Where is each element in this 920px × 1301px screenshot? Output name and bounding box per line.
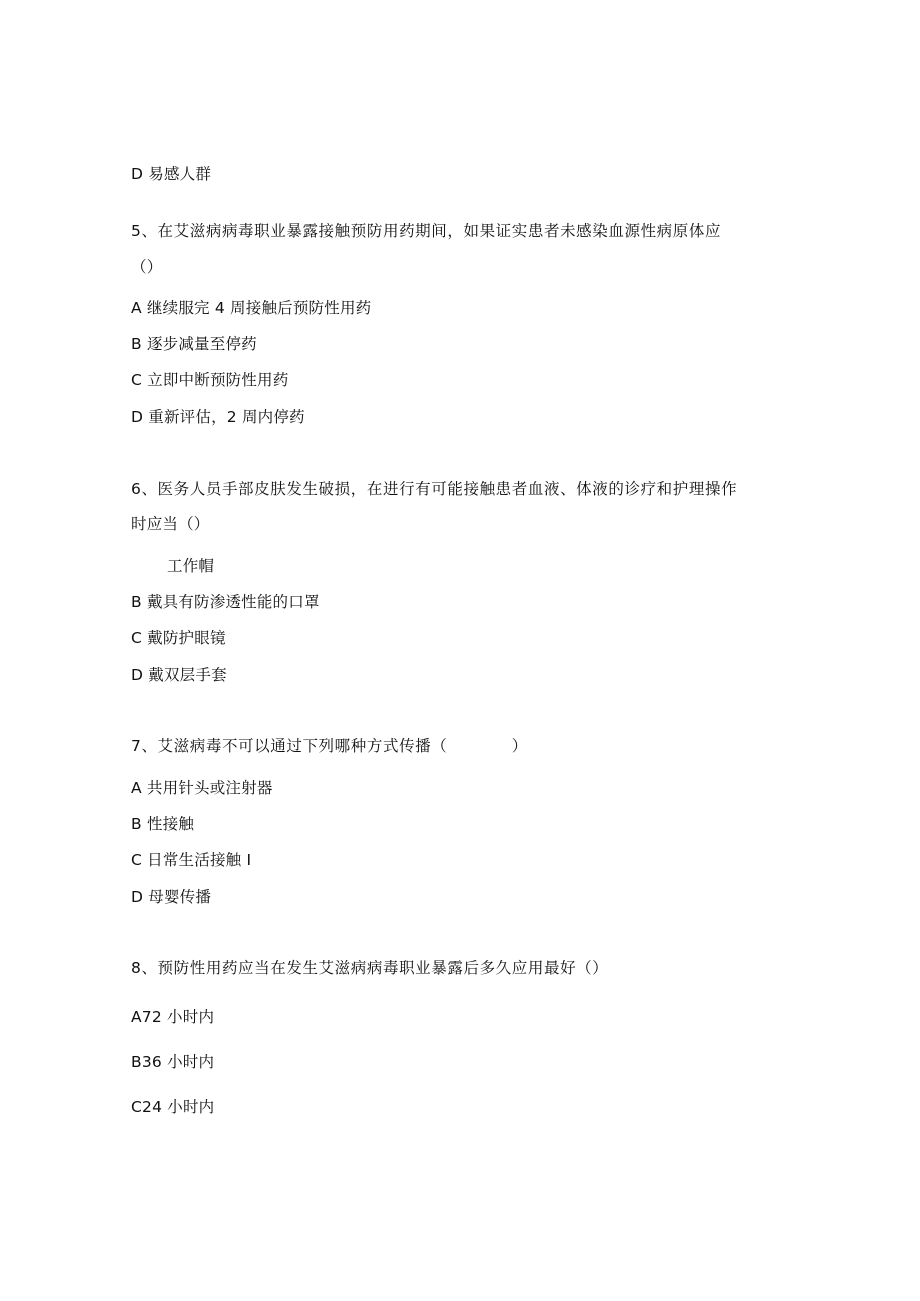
q5-option-c: C 立即中断预防性用药 xyxy=(131,371,289,389)
q7-option-d: D 母婴传播 xyxy=(131,888,212,906)
q6-option-d: D 戴双层手套 xyxy=(131,666,227,684)
q5-option-d: D 重新评估，2 周内停药 xyxy=(131,408,305,426)
q5-option-b: B 逐步减量至停药 xyxy=(131,335,257,353)
q5-option-a: A 继续服完 4 周接触后预防性用药 xyxy=(131,299,372,317)
q7-stem: 7、艾滋病毒不可以通过下列哪种方式传播（ ） xyxy=(131,737,528,755)
q8-option-a: A72 小时内 xyxy=(131,1008,215,1026)
q7-option-b: B 性接触 xyxy=(131,815,195,833)
q8-stem: 8、预防性用药应当在发生艾滋病病毒职业暴露后多久应用最好（） xyxy=(131,959,609,977)
q7-option-a: A 共用针头或注射器 xyxy=(131,779,273,797)
q6-option-a: 工作帽 xyxy=(167,557,215,575)
q7-option-c: C 日常生活接触 I xyxy=(131,851,252,869)
q5-stem-bracket: （） xyxy=(131,258,163,276)
q8-option-b: B36 小时内 xyxy=(131,1053,215,1071)
q6-stem: 6、医务人员手部皮肤发生破损，在进行有可能接触患者血液、体液的诊疗和护理操作 xyxy=(131,480,738,498)
q6-option-c: C 戴防护眼镜 xyxy=(131,629,226,647)
q8-option-c: C24 小时内 xyxy=(131,1098,215,1116)
q6-stem-continued: 时应当（） xyxy=(131,515,210,533)
q4-option-d: D 易感人群 xyxy=(131,165,212,183)
q6-option-b: B 戴具有防渗透性能的口罩 xyxy=(131,593,320,611)
q5-stem: 5、在艾滋病病毒职业暴露接触预防用药期间，如果证实患者未感染血源性病原体应 xyxy=(131,222,722,240)
